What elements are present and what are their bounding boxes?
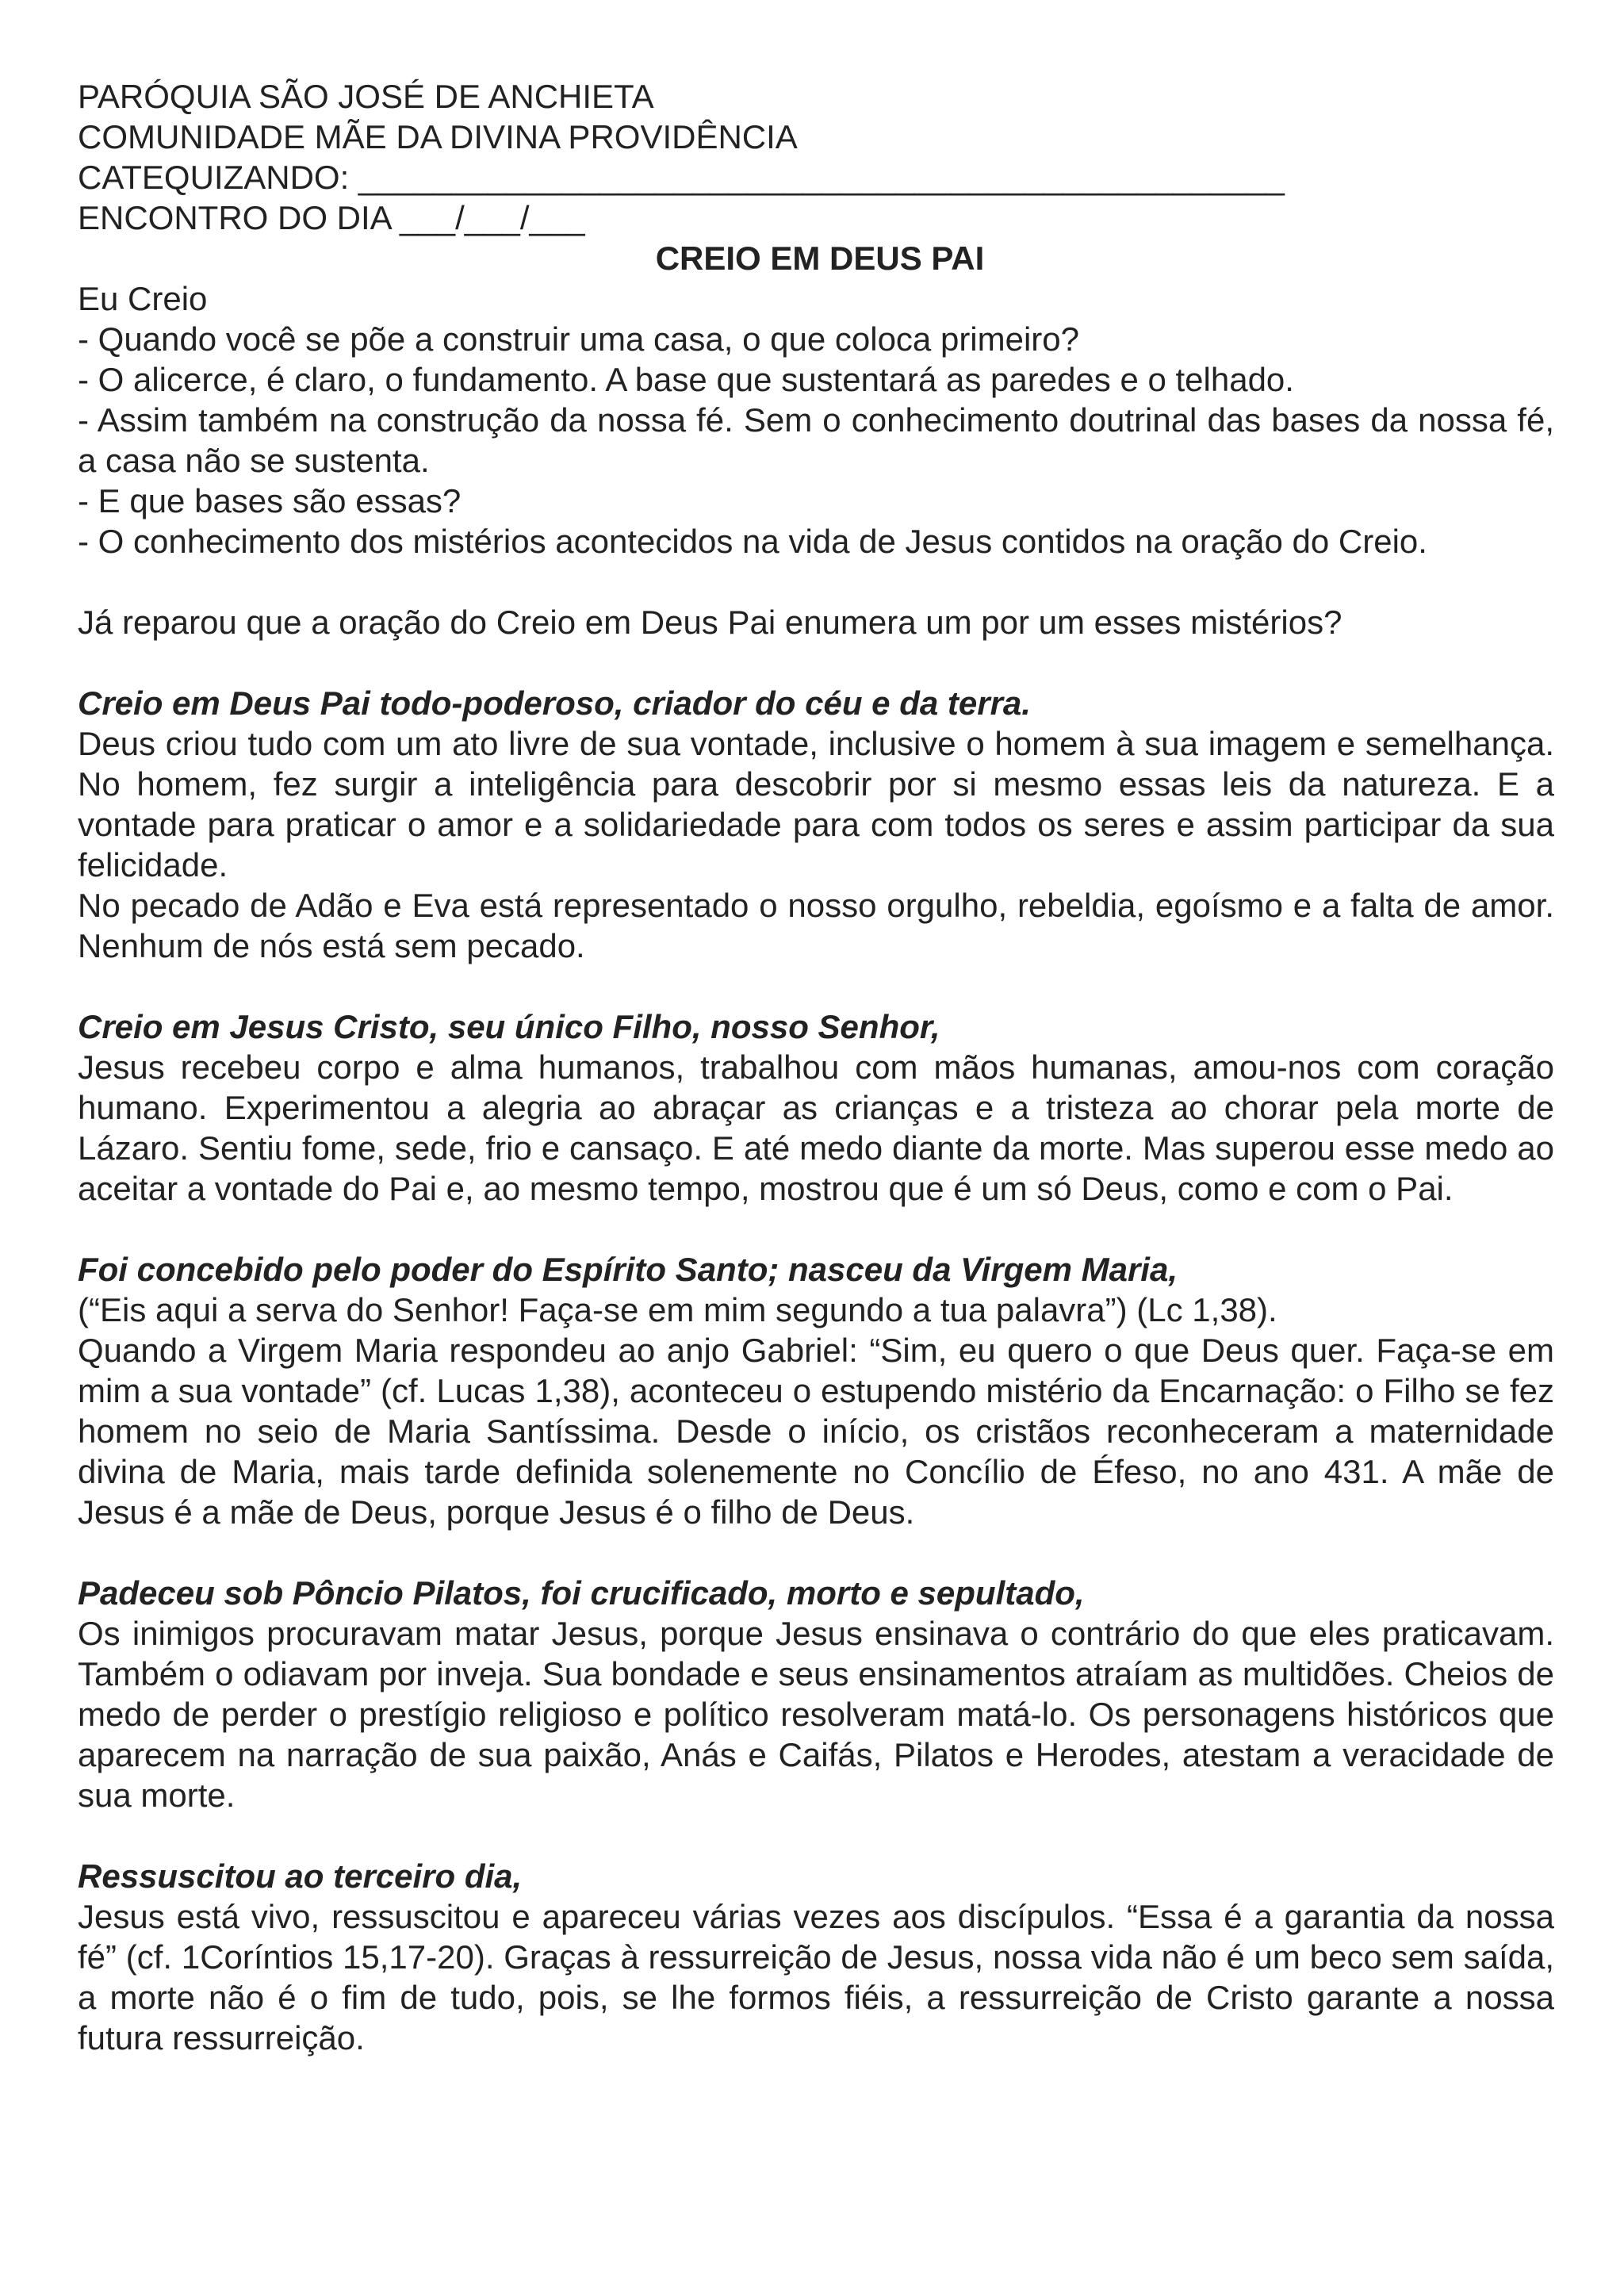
section-paragraph: Quando a Virgem Maria respondeu ao anjo Gabriel: “Sim, eu quero o que Deus quer. Faça-se em mim a sua vontade” (cf. Lucas 1,38), aconteceu o estupendo mistério da Encarnação: o Filho se fez homem no seio de Maria Santíssima. Desde o início, os cristãos reconheceram a maternidade divina de Maria, mais tarde definida solenemente no Concílio de Éfeso, no ano 431. A mãe de Jesus é a mãe de Deus, porque Jesus é o filho de Deus. (78, 1332, 1554, 1531)
parish-name: PARÓQUIA SÃO JOSÉ DE ANCHIETA (78, 78, 654, 115)
section-heading: Foi concebido pelo poder do Espírito Santo; nasceu da Virgem Maria, (78, 1251, 1178, 1288)
meeting-date-field: ENCONTRO DO DIA ___/___/___ (78, 199, 585, 236)
section-heading: Ressuscitou ao terceiro dia, (78, 1857, 523, 1895)
section-resurrection (78, 1856, 1554, 2058)
section-paragraph: Jesus está vivo, ressuscitou e apareceu várias vezes aos discípulos. “Essa é a garantia da nossa fé” (cf. 1Coríntios 15,17-20). Graças à ressurreição de Jesus, nossa vida não é um beco sem saída, a morte não é o fim de tudo, pois, se lhe formos fiéis, a ressurreição de Cristo garante a nossa futura ressurreição. (78, 1898, 1554, 2056)
section-paragraph: Jesus recebeu corpo e alma humanos, trabalhou com mãos humanas, amou-nos com coração humano. Experimentou a alegria ao abraçar as crianças e a tristeza ao chorar pela morte de Lázaro. Sentiu fome, sede, frio e cansaço. E até medo diante da morte. Mas superou esse medo ao aceitar a vontade do Pai e, ao mesmo tempo, mostrou que é um só Deus, como e com o Pai. (78, 1048, 1554, 1207)
intro-line: Eu Creio (78, 280, 208, 317)
spacer (78, 1815, 1554, 1856)
section-paragraph: Os inimigos procuravam matar Jesus, porque Jesus ensinava o contrário do que eles praticavam. Também o odiavam por inveja. Sua bondade e seus ensinamentos atraíam as multidões. Cheios de medo de perder o prestígio religioso e político resolveram matá-lo. Os personagens históricos que aparecem na narração de sua paixão, Anás e Caifás, Pilatos e Herodes, atestam a veracidade de sua morte. (78, 1615, 1554, 1814)
section-heading: Creio em Jesus Cristo, seu único Filho, nosso Senhor, (78, 1008, 940, 1045)
document-header (78, 76, 1554, 238)
intro-line: - O alicerce, é claro, o fundamento. A base que sustentará as paredes e o telhado. (78, 361, 1294, 398)
section-creator (78, 683, 1554, 966)
section-jesus-christ (78, 1006, 1554, 1209)
section-incarnation (78, 1249, 1554, 1532)
intro-line: - Quando você se põe a construir uma casa, o que coloca primeiro? (78, 320, 1080, 358)
catechized-field: CATEQUIZANDO: __________________________________________________ (78, 159, 1285, 196)
intro-block (78, 278, 1554, 562)
intro-question: Já reparou que a oração do Creio em Deus Pai enumera um por um esses mistérios? (78, 604, 1342, 641)
community-name: COMUNIDADE MÃE DA DIVINA PROVIDÊNCIA (78, 118, 798, 155)
section-heading: Creio em Deus Pai todo-poderoso, criador do céu e da terra. (78, 684, 1031, 722)
spacer (78, 966, 1554, 1006)
intro-line: - E que bases são essas? (78, 482, 462, 519)
section-passion (78, 1573, 1554, 1815)
spacer (78, 1209, 1554, 1249)
intro-line: - O conhecimento dos mistérios acontecidos na vida de Jesus contidos na oração do Creio. (78, 523, 1427, 560)
section-paragraph: No pecado de Adão e Eva está representado o nosso orgulho, rebeldia, egoísmo e a falta de amor. Nenhum de nós está sem pecado. (78, 887, 1554, 964)
page-title: CREIO EM DEUS PAI (655, 240, 985, 277)
section-heading: Padeceu sob Pôncio Pilatos, foi crucificado, morto e sepultado, (78, 1574, 1085, 1612)
section-paragraph: Deus criou tudo com um ato livre de sua vontade, inclusive o homem à sua imagem e semelhança. No homem, fez surgir a inteligência para descobrir por si mesmo essas leis da natureza. E a vontade para praticar o amor e a solidariedade para com todos os seres e assim participar da sua felicidade. (78, 725, 1554, 884)
intro-line: - Assim também na construção da nossa fé. Sem o conhecimento doutrinal das bases da nossa fé, a casa não se sustenta. (78, 401, 1554, 479)
section-paragraph: (“Eis aqui a serva do Senhor! Faça-se em mim segundo a tua palavra”) (Lc 1,38). (78, 1291, 1277, 1328)
spacer (78, 1532, 1554, 1573)
spacer (78, 642, 1554, 683)
spacer (78, 562, 1554, 602)
